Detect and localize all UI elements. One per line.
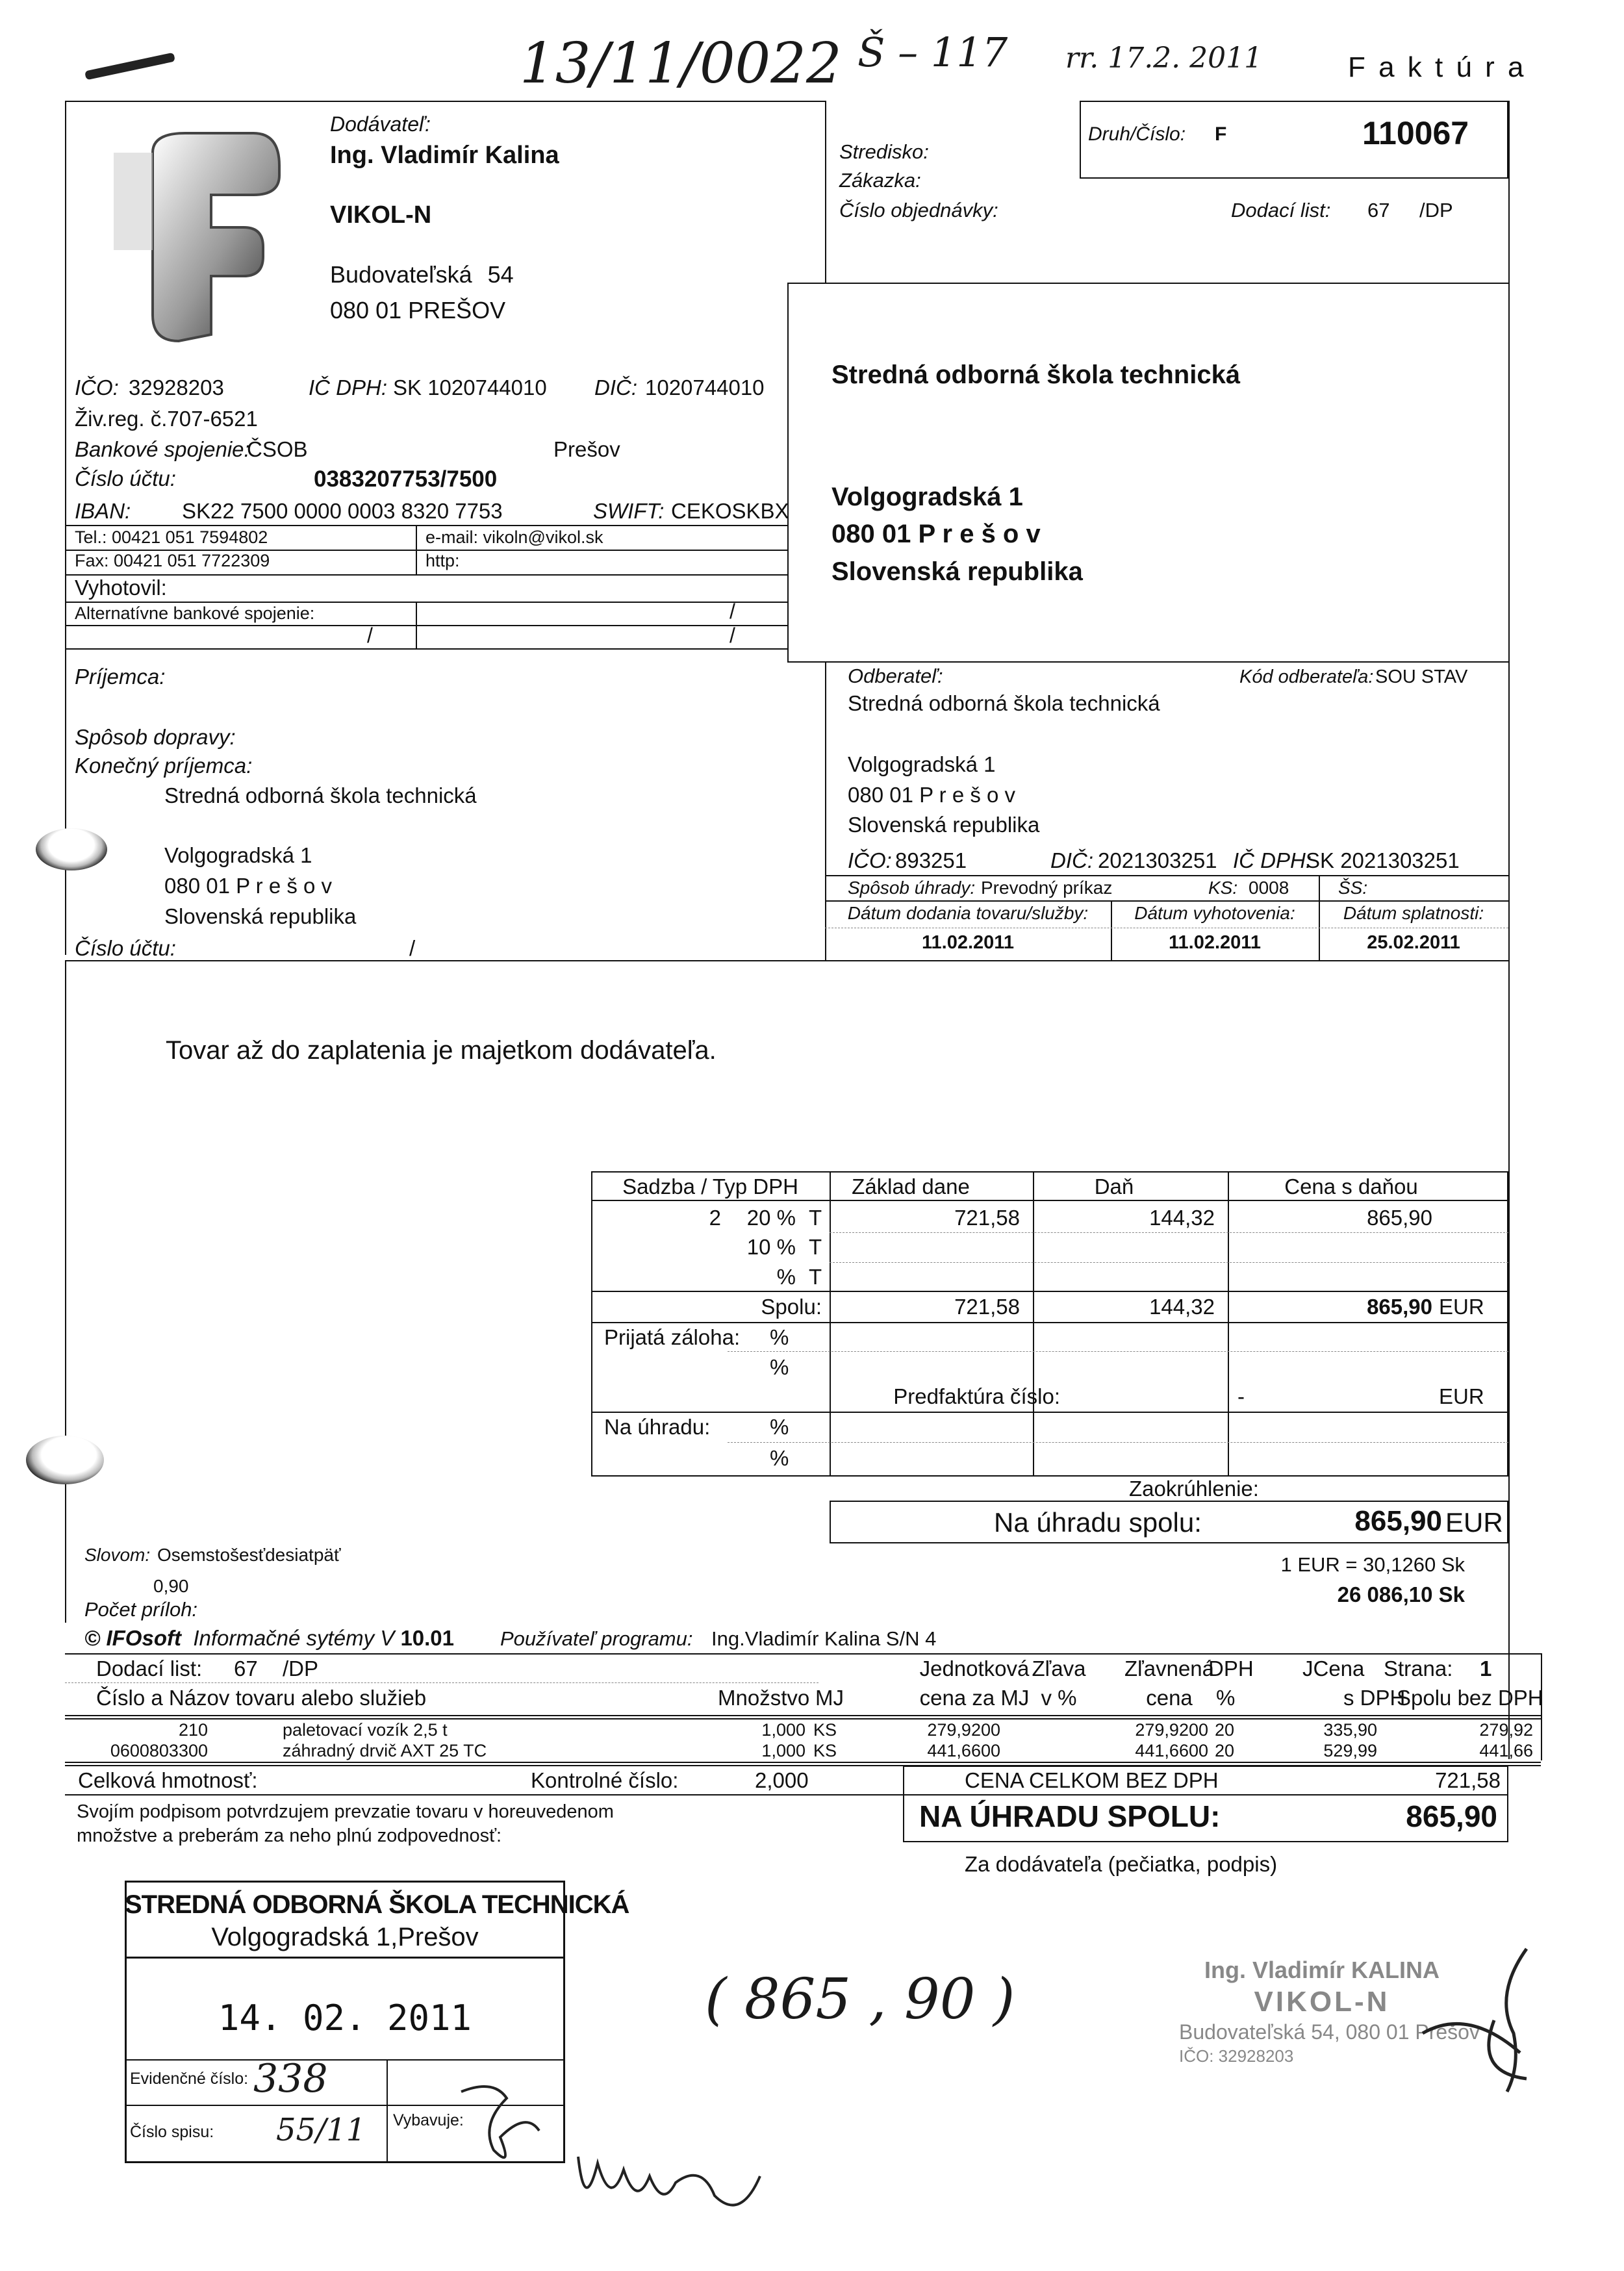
items-h1-jcena: JCena — [1302, 1656, 1365, 1681]
advance-line — [728, 1351, 1508, 1352]
software-version: 10.01 — [400, 1626, 455, 1650]
customer-label: Odberateľ: — [848, 665, 943, 687]
customer-icdph: SK 2021303251 — [1306, 848, 1460, 872]
ownership-note: Tovar až do zaplatenia je majetkom dodávateľa. — [166, 1036, 717, 1065]
supplier-stamp-line2: VIKOL-N — [1254, 1986, 1390, 2018]
vat-sum-tax: 144,32 — [1149, 1295, 1215, 1319]
vat-row-1-total: 865,90 — [1367, 1206, 1432, 1230]
items-h2-price: cena za MJ — [919, 1686, 1030, 1710]
alt-bank-line — [65, 625, 787, 626]
grand-total-label: NA ÚHRADU SPOLU: — [919, 1799, 1221, 1833]
customer-ico: 893251 — [895, 848, 967, 872]
item-2-jcena: 529,99 — [1323, 1741, 1377, 1760]
right-border-top — [1508, 101, 1510, 283]
customer-ico-label: IČO: — [848, 848, 892, 872]
item-2-total: 441,66 — [1479, 1741, 1533, 1760]
items-h2-name: Číslo a Názov tovaru alebo služieb — [96, 1686, 427, 1710]
left-border-body — [65, 960, 66, 1623]
evid-number: 338 — [253, 2056, 328, 2101]
header-fields-divider — [825, 101, 826, 283]
final-total-currency: EUR — [1445, 1507, 1503, 1538]
vat-row-2-line — [830, 1262, 1508, 1263]
punch-hole-1 — [36, 828, 107, 870]
exchange-rate: 1 EUR = 30,1260 Sk — [1280, 1553, 1465, 1576]
ss-label: ŠS: — [1338, 878, 1368, 898]
item-1-dprice: 279,9200 — [1135, 1720, 1208, 1740]
supplier-name: Ing. Vladimír Kalina — [330, 142, 559, 169]
issue-date: 11.02.2011 — [1169, 932, 1261, 953]
item-1-total: 279,92 — [1479, 1720, 1533, 1740]
invoice-number: 110067 — [1362, 115, 1469, 151]
vat-header-base: Základ dane — [852, 1174, 970, 1199]
supplier-iban: SK22 7500 0000 0003 8320 7753 — [182, 499, 503, 523]
supplier-fax: Fax: 00421 051 7722309 — [75, 551, 270, 570]
rounding-label: Zaokrúhlenie: — [1129, 1477, 1259, 1501]
proforma-dash: - — [1237, 1384, 1245, 1408]
addressee-city: 080 01 P r e š o v — [831, 520, 1041, 548]
items-h2-vatprice: s DPH — [1343, 1686, 1406, 1710]
final-recipient-street: Volgogradská 1 — [164, 843, 312, 867]
topay-top-line — [591, 1412, 1508, 1413]
items-dl-label: Dodací list: — [96, 1656, 203, 1681]
topay-col-2 — [1033, 1412, 1034, 1477]
attachments-label: Počet príloh: — [84, 1598, 198, 1621]
items-h2-disc: v % — [1041, 1686, 1077, 1710]
due-date: 25.02.2011 — [1367, 932, 1460, 953]
net-total-line — [903, 1794, 1508, 1795]
items-dl-suffix: /DP — [283, 1656, 319, 1681]
items-h1-price: Jednotková — [919, 1656, 1030, 1681]
acceptance-text-2: množstve a preberám za neho plnú zodpovednosť: — [77, 1825, 502, 1846]
vat-sum-total: 865,90 — [1367, 1295, 1432, 1319]
customer-dic-label: DIČ: — [1050, 848, 1093, 872]
handwritten-amount: ( 865 , 90 ) — [705, 1967, 1015, 2032]
supplier-stamp-line1: Ing. Vladimír KALINA — [1204, 1957, 1440, 1983]
handwritten-note-1: Š – 117 — [857, 29, 1008, 76]
contact-divider — [416, 525, 417, 574]
ks-label: KS: — [1208, 878, 1238, 898]
supplier-dic-label: DIČ: — [594, 375, 637, 400]
items-h2-dprice: cena — [1146, 1686, 1193, 1710]
topay-col-3 — [1228, 1412, 1229, 1477]
vat-header-total: Cena s daňou — [1284, 1174, 1418, 1199]
grand-total: 865,90 — [1406, 1799, 1497, 1833]
payment-method: Prevodný príkaz — [981, 878, 1113, 898]
final-recipient-label: Konečný príjemca: — [75, 754, 253, 778]
software-brand: © IFOsoft — [84, 1626, 181, 1650]
top-border — [65, 101, 825, 102]
school-stamp-divider-2 — [125, 2059, 565, 2061]
items-bottom-line — [65, 1762, 1541, 1763]
vat-header-rate: Sadzba / Typ DPH — [622, 1174, 798, 1199]
in-words-label: Slovom: — [84, 1545, 151, 1565]
software-user: Ing.Vladimír Kalina S/N 4 — [711, 1627, 937, 1650]
software-user-label: Používateľ programu: — [500, 1627, 693, 1650]
delivery-note-number: 67 — [1367, 199, 1390, 222]
handwritten-note-2: rr. 17.2. 2011 — [1065, 42, 1263, 75]
issue-date-label: Dátum vyhotovenia: — [1134, 903, 1295, 923]
supplier-signature-label: Za dodávateľa (pečiatka, podpis) — [965, 1852, 1278, 1876]
items-h1-dprice: Zľavnená — [1124, 1656, 1215, 1681]
supplier-stamp-line3: Budovateľská 54, 080 01 Prešov — [1179, 2020, 1480, 2044]
in-words-value: Osemstošesťdesiatpäť — [157, 1545, 341, 1565]
stredisko-label: Stredisko: — [839, 140, 929, 163]
supplier-icdph: SK 1020744010 — [393, 375, 547, 400]
totals-line — [65, 1794, 903, 1795]
total-weight-label: Celková hmotnosť: — [78, 1768, 258, 1792]
supplier-tel: Tel.: 00421 051 7594802 — [75, 527, 268, 547]
vat-sum-bottom-line — [591, 1322, 1508, 1323]
due-date-label: Dátum splatnosti: — [1343, 903, 1484, 923]
school-stamp-line1: STREDNÁ ODBORNÁ ŠKOLA TECHNICKÁ — [125, 1890, 629, 1919]
item-1-code: 210 — [178, 1720, 208, 1740]
customer-street: Volgogradská 1 — [848, 752, 996, 776]
recipient-account-label: Číslo účtu: — [75, 936, 176, 960]
supplier-trade-reg: Živ.reg. č.707-6521 — [75, 407, 258, 431]
scan-pen-mark — [84, 53, 175, 81]
transport-label: Spôsob dopravy: — [75, 725, 236, 749]
customer-city: 080 01 P r e š o v — [848, 783, 1016, 807]
items-h2-mj: MJ — [815, 1686, 844, 1710]
spis-number: 55/11 — [276, 2112, 366, 2148]
handwritten-signature-2 — [572, 2137, 767, 2222]
supplier-stamp-line4: IČO: 32928203 — [1179, 2046, 1294, 2066]
supplier-dic: 1020744010 — [645, 375, 765, 400]
supplier-block-bottom — [65, 648, 787, 650]
vat-row-2-type: T — [809, 1235, 822, 1259]
item-2-mj: KS — [813, 1741, 837, 1760]
proforma-label: Predfaktúra číslo: — [893, 1384, 1060, 1408]
recipient-bottom-line — [65, 960, 1508, 961]
zakazka-label: Zákazka: — [839, 169, 921, 192]
items-h1-page-label: Strana: — [1384, 1656, 1453, 1681]
payment-line-2 — [825, 900, 1508, 902]
vat-sum-label: Spolu: — [761, 1295, 822, 1319]
control-number-label: Kontrolné číslo: — [531, 1768, 679, 1792]
supplier-swift-label: SWIFT: — [593, 499, 665, 523]
topay-label: Na úhradu: — [604, 1415, 711, 1439]
delivery-date: 11.02.2011 — [922, 932, 1014, 953]
ks-value: 0008 — [1249, 878, 1289, 898]
spis-label: Číslo spisu: — [130, 2123, 214, 2141]
school-stamp-col — [387, 2059, 388, 2163]
vat-row-1-line — [830, 1232, 1508, 1233]
total-in-sk: 26 086,10 Sk — [1337, 1582, 1465, 1606]
supplier-http: http: — [425, 551, 460, 570]
customer-dic: 2021303251 — [1098, 848, 1217, 872]
items-dl-no: 67 — [234, 1656, 258, 1681]
invoice-type-label: Druh/Číslo: — [1088, 123, 1186, 145]
vat-col-1 — [830, 1171, 831, 1477]
customer-country: Slovenská republika — [848, 813, 1040, 837]
left-border — [65, 101, 66, 955]
topay-line — [728, 1442, 1508, 1443]
handwritten-reg-number: 13/11/0022 — [520, 31, 842, 96]
final-total-label: Na úhradu spolu: — [994, 1507, 1202, 1538]
advance-pct-2: % — [770, 1355, 789, 1379]
handwritten-signature-3 — [1416, 1942, 1546, 2105]
prepared-line — [65, 602, 787, 603]
addressee-street: Volgogradská 1 — [831, 483, 1023, 511]
item-2-qty: 1,000 — [761, 1741, 806, 1760]
vat-row-1-type: T — [809, 1206, 822, 1230]
topay-pct-1: % — [770, 1415, 789, 1439]
vat-row-1-idx: 2 — [709, 1206, 721, 1230]
customer-code-label: Kód odberateľa: — [1239, 666, 1374, 687]
items-header-line-2 — [65, 1718, 1541, 1719]
control-number: 2,000 — [755, 1768, 809, 1792]
final-recipient-name: Stredná odborná škola technická — [164, 783, 477, 807]
customer-name: Stredná odborná škola technická — [848, 691, 1160, 715]
supplier-city: 080 01 PREŠOV — [330, 297, 506, 324]
punch-hole-2 — [26, 1436, 104, 1484]
document-title: F a k t ú r a — [1348, 51, 1527, 83]
advance-label: Prijatá záloha: — [604, 1325, 741, 1349]
supplier-account-label: Číslo účtu: — [75, 466, 176, 490]
vat-row-1-base: 721,58 — [954, 1206, 1020, 1230]
alt-bank-divider — [416, 602, 417, 648]
customer-code: SOU STAV — [1375, 666, 1468, 687]
item-2-name: záhradný drvič AXT 25 TC — [283, 1741, 487, 1760]
vat-row-1-tax: 144,32 — [1149, 1206, 1215, 1230]
company-logo — [114, 127, 286, 344]
vat-row-3-rate: % — [776, 1265, 796, 1289]
vat-sum-base: 721,58 — [954, 1295, 1020, 1319]
addressee-name: Stredná odborná škola technická — [831, 361, 1241, 389]
final-recipient-country: Slovenská republika — [164, 904, 357, 928]
advance-pct-1: % — [770, 1325, 789, 1349]
addressee-box — [787, 283, 1510, 663]
supplier-bank-city: Prešov — [553, 437, 620, 461]
net-total: 721,58 — [1435, 1768, 1501, 1792]
supplier-prepared-label: Vyhotovil: — [75, 576, 167, 600]
items-top-line — [65, 1653, 1541, 1655]
vat-row-2-rate: 10 % — [746, 1235, 796, 1259]
item-1-mj: KS — [813, 1720, 837, 1740]
order-number-label: Číslo objednávky: — [839, 199, 998, 222]
item-2-vat: 20 — [1215, 1741, 1235, 1760]
item-2-dprice: 441,6600 — [1135, 1741, 1208, 1760]
supplier-street: Budovateľská 54 — [330, 261, 514, 288]
right-border-body — [1508, 960, 1510, 1759]
software-line — [84, 1627, 454, 1649]
item-1-name: paletovací vozík 2,5 t — [283, 1720, 448, 1740]
vat-header-line — [591, 1200, 1508, 1201]
recipient-account-slash: / — [409, 936, 416, 960]
invoice-type: F — [1215, 123, 1227, 145]
item-1-jcena: 335,90 — [1323, 1720, 1377, 1740]
item-1-qty: 1,000 — [761, 1720, 806, 1740]
items-h1-discount: Zľava — [1032, 1656, 1086, 1681]
item-1-price: 279,9200 — [927, 1720, 1000, 1740]
supplier-ico-label: IČO: — [75, 375, 119, 400]
delivery-date-label: Dátum dodania tovaru/služby: — [847, 903, 1089, 923]
delivery-note-label: Dodací list: — [1231, 199, 1331, 222]
supplier-ico: 32928203 — [129, 375, 224, 400]
final-recipient-city: 080 01 P r e š o v — [164, 874, 333, 898]
items-header-mid-line — [65, 1682, 818, 1683]
supplier-iban-label: IBAN: — [75, 499, 131, 523]
supplier-icdph-label: IČ DPH: — [309, 375, 388, 400]
alt-bank-slash-3: / — [730, 624, 735, 647]
items-h1-vat: DPH — [1208, 1656, 1254, 1681]
school-stamp-date: 14. 02. 2011 — [218, 1998, 472, 2038]
vat-row-3-type: T — [809, 1265, 822, 1289]
alt-bank-slash-2: / — [367, 624, 373, 647]
in-words-cents: 0,90 — [153, 1576, 189, 1596]
vat-sum-top-line — [591, 1291, 1508, 1292]
items-h2-total: Spolu bez DPH — [1397, 1686, 1543, 1710]
vat-sum-currency: EUR — [1439, 1295, 1484, 1319]
vat-header-tax: Daň — [1094, 1174, 1134, 1199]
item-2-code: 0600803300 — [110, 1741, 208, 1760]
supplier-bank-label: Bankové spojenie: — [75, 437, 250, 461]
proforma-currency: EUR — [1439, 1384, 1484, 1408]
school-stamp-line2: Volgogradská 1,Prešov — [211, 1923, 479, 1951]
contact-line-bottom — [65, 574, 787, 576]
item-2-price: 441,6600 — [927, 1741, 1000, 1760]
supplier-label: Dodávateľ: — [330, 112, 431, 136]
supplier-company: VIKOL-N — [330, 201, 432, 229]
items-header-line — [65, 1715, 1541, 1716]
items-h2-vat: % — [1216, 1686, 1236, 1710]
supplier-swift: CEKOSKBX — [671, 499, 789, 523]
customer-icdph-label: IČ DPH: — [1233, 848, 1312, 872]
recipient-label: Príjemca: — [75, 665, 166, 689]
vybavuje-label: Vybavuje: — [393, 2111, 464, 2129]
alt-bank-label: Alternatívne bankové spojenie: — [75, 603, 315, 623]
net-total-label: CENA CELKOM BEZ DPH — [965, 1768, 1219, 1792]
handwritten-signature-1 — [455, 2072, 546, 2176]
software-name: Informačné sytémy V — [193, 1626, 395, 1650]
school-stamp-divider — [125, 1957, 565, 1959]
supplier-account: 0383207753/7500 — [314, 466, 498, 492]
contact-line-top — [65, 525, 787, 526]
payment-method-label: Spôsob úhrady: — [848, 878, 976, 898]
delivery-note-suffix: /DP — [1419, 199, 1453, 222]
right-border-mid — [1508, 663, 1510, 960]
supplier-bank: ČSOB — [247, 437, 308, 461]
items-h2-qty: Množstvo — [718, 1686, 810, 1710]
supplier-email: e-mail: vikoln@vikol.sk — [425, 527, 603, 547]
acceptance-text-1: Svojím podpisom potvrdzujem prevzatie tovaru v horeuvedenom — [77, 1801, 614, 1822]
vat-row-1-rate: 20 % — [746, 1206, 796, 1230]
topay-pct-2: % — [770, 1446, 789, 1470]
addressee-country: Slovenská republika — [831, 557, 1083, 586]
evid-label: Evidenčné číslo: — [130, 2070, 249, 2088]
payment-top-line — [825, 875, 1508, 876]
items-page-number: 1 — [1480, 1656, 1492, 1681]
item-1-vat: 20 — [1215, 1720, 1235, 1740]
final-total-value: 865,90 — [1354, 1505, 1442, 1537]
alt-bank-slash-1: / — [730, 600, 735, 623]
